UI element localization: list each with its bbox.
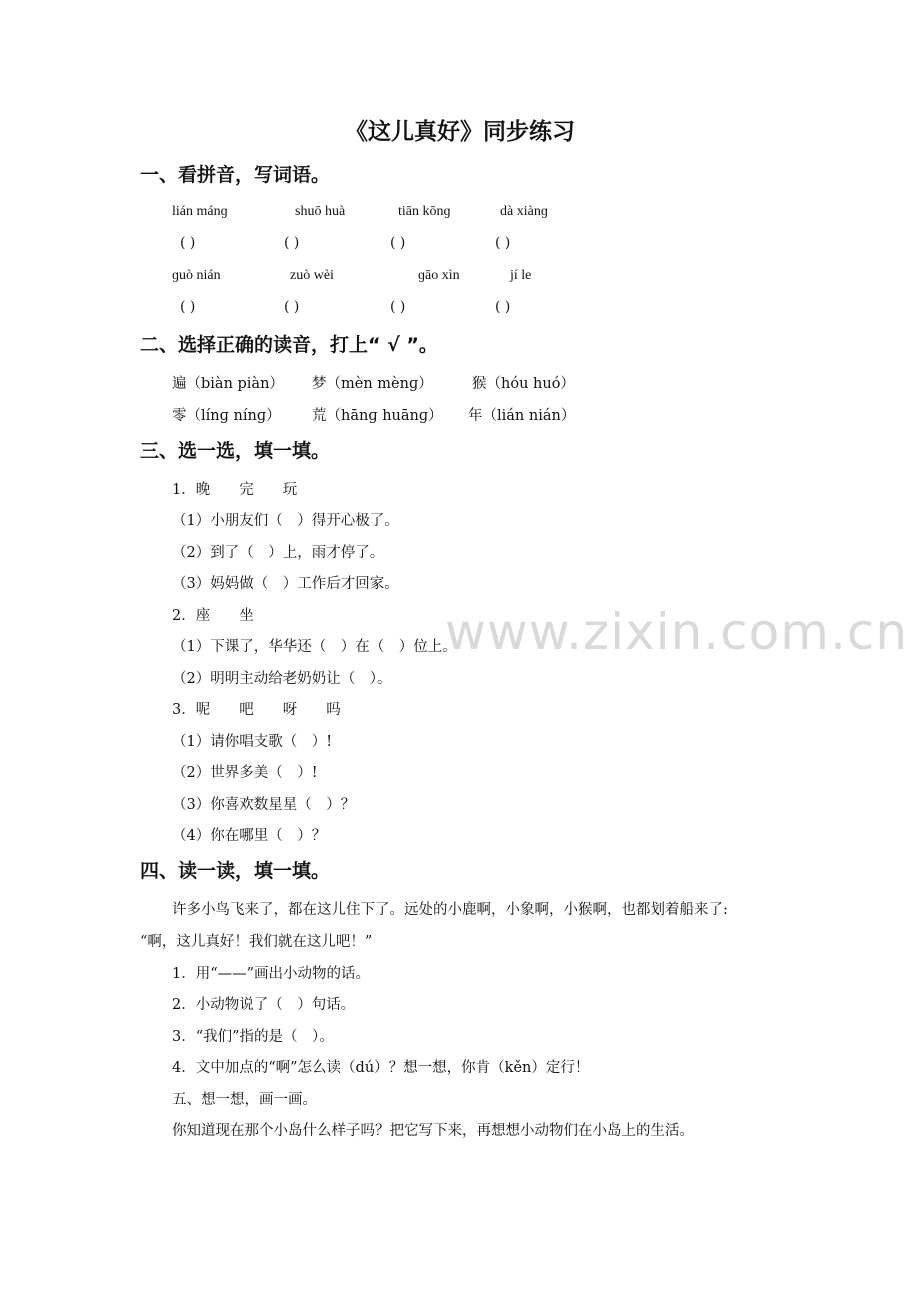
section-3-heading: 三、选一选，填一填。 <box>140 440 331 462</box>
reading-choice: 梦（mèn mènɡ） <box>312 376 433 392</box>
question-words: 1．晚 完 玩 <box>172 482 298 498</box>
fill-sentence: （2）明明主动给老奶奶让（ ）。 <box>172 671 392 687</box>
reading-choice: 遍（biàn piàn） <box>172 376 284 392</box>
pinyin-item: zuò wèi <box>290 268 334 283</box>
answer-blank: ( ) <box>284 299 300 315</box>
answer-blank: ( ) <box>390 299 406 315</box>
section-5-text: 你知道现在那个小岛什么样子吗？把它写下来，再想想小动物们在小岛上的生活。 <box>172 1123 694 1139</box>
section-4-heading: 四、读一读，填一填。 <box>140 860 331 882</box>
fill-sentence: （2）世界多美（ ）! <box>172 765 318 781</box>
section-2-heading: 二、选择正确的读音，打上“ √ ”。 <box>140 334 438 356</box>
section-5-heading: 五、想一想，画一画。 <box>172 1092 317 1108</box>
passage-line: 许多小鸟飞来了，都在这儿住下了。远处的小鹿啊，小象啊，小猴啊，也都划着船来了: <box>172 902 728 918</box>
fill-sentence: （3）你喜欢数星星（ ）？ <box>172 797 356 813</box>
answer-blank: ( ) <box>284 235 300 251</box>
answer-blank: ( ) <box>180 235 196 251</box>
page-title: 《这儿真好》同步练习 <box>345 118 575 145</box>
answer-blank: ( ) <box>495 235 511 251</box>
answer-blank: ( ) <box>390 235 406 251</box>
fill-sentence: （1）请你唱支歌（ ）! <box>172 734 333 750</box>
fill-sentence: （1）下课了，华华还（ ）在（ ）位上。 <box>172 639 457 655</box>
question: 4．文中加点的“啊”怎么读（dú）？想一想，你肯（kěn）定行！ <box>172 1060 590 1076</box>
pinyin-item: ɡuò nián <box>172 268 221 283</box>
pinyin-item: shuō huà <box>295 204 346 219</box>
passage-line: “啊，这儿真好！我们就在这儿吧！” <box>140 934 373 950</box>
answer-blank: ( ) <box>495 299 511 315</box>
fill-sentence: （1）小朋友们（ ）得开心极了。 <box>172 513 399 529</box>
question: 3．“我们”指的是（ ）。 <box>172 1029 334 1045</box>
pinyin-item: lián mánɡ <box>172 204 228 219</box>
pinyin-item: tiān kōnɡ <box>398 204 451 219</box>
pinyin-item: dà xiànɡ <box>500 204 548 219</box>
question-words: 2．座 坐 <box>172 608 254 624</box>
reading-choice: 荒（hānɡ huānɡ） <box>312 408 443 424</box>
reading-choice: 零（línɡ nínɡ） <box>172 408 281 424</box>
question: 1．用“——”画出小动物的话。 <box>172 966 371 982</box>
pinyin-item: jí le <box>510 268 532 283</box>
section-1-heading: 一、看拼音，写词语。 <box>140 164 331 186</box>
question: 2．小动物说了（ ）句话。 <box>172 997 356 1013</box>
fill-sentence: （3）妈妈做（ ）工作后才回家。 <box>172 576 399 592</box>
fill-sentence: （4）你在哪里（ ）？ <box>172 828 327 844</box>
question-words: 3．呢 吧 呀 吗 <box>172 702 341 718</box>
reading-choice: 年（lián nián） <box>468 408 576 424</box>
answer-blank: ( ) <box>180 299 196 315</box>
pinyin-item: ɡāo xìn <box>418 268 460 283</box>
watermark: www.zixin.com.cn <box>445 603 909 661</box>
reading-choice: 猴（hóu huó） <box>472 376 575 392</box>
fill-sentence: （2）到了（ ）上，雨才停了。 <box>172 545 385 561</box>
